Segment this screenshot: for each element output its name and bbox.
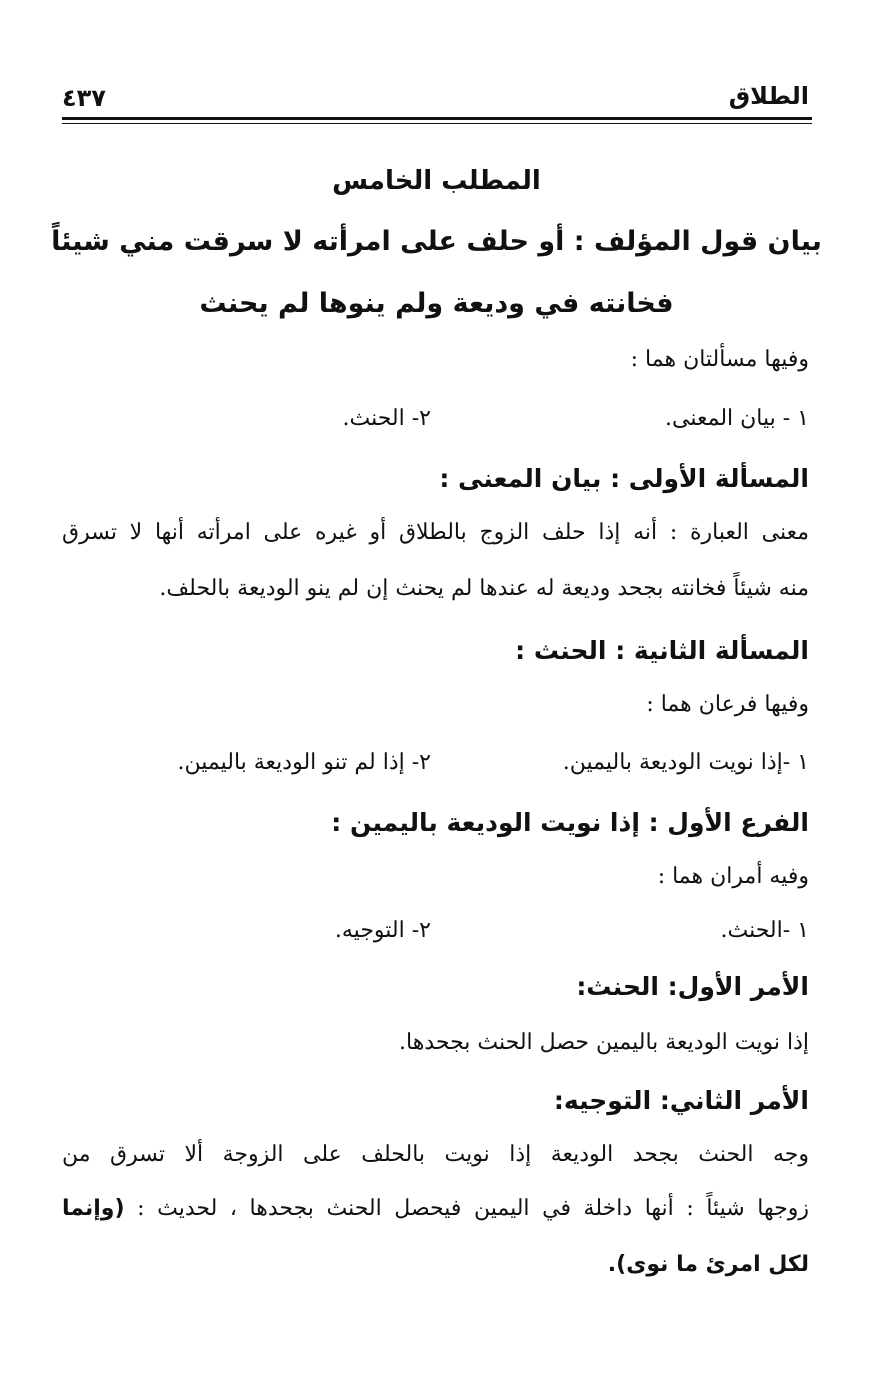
issue-2-item-2: ٢- إذا لم تنو الوديعة باليمين. xyxy=(177,750,431,775)
matter-2-heading: الأمر الثاني: التوجيه: xyxy=(553,1086,809,1115)
issue-2-text: وفيها فرعان هما : xyxy=(646,692,809,717)
hadith-quote-end: لكل امرئ ما نوى). xyxy=(607,1252,809,1277)
intro-item-2: ٢- الحنث. xyxy=(342,406,431,431)
issue-1-paragraph-line-1: معنى العبارة : أنه إذا حلف الزوج بالطلاق أو غيره على امرأته أنها لا تسرق xyxy=(62,520,809,545)
branch-1-heading: الفرع الأول : إذا نويت الوديعة باليمين : xyxy=(331,808,809,837)
matter-2-paragraph-line-1: وجه الحنث بجحد الوديعة إذا نويت بالحلف على الزوجة ألا تسرق من xyxy=(62,1142,809,1167)
intro-item-1: ١ - بيان المعنى. xyxy=(665,406,809,431)
section-title-line-1: بيان قول المؤلف : أو حلف على امرأته لا سرقت مني شيئاً xyxy=(51,226,822,257)
issue-2-item-1: ١ -إذا نويت الوديعة باليمين. xyxy=(562,750,809,775)
issue-1-heading: المسألة الأولى : بيان المعنى : xyxy=(439,464,809,493)
running-title: الطلاق xyxy=(728,82,809,110)
matter-2-line-2-text: زوجها شيئاً : أنها داخلة في اليمين فيحصل الحنث بجحدها ، لحديث : xyxy=(137,1196,809,1221)
issue-2-heading: المسألة الثانية : الحنث : xyxy=(515,636,809,665)
header-rule xyxy=(62,117,812,120)
page-number: ٤٣٧ xyxy=(62,84,106,112)
section-title-line-2: فخانته في وديعة ولم ينوها لم يحنث xyxy=(199,288,674,319)
intro-text: وفيها مسألتان هما : xyxy=(630,347,809,372)
matter-1-text: إذا نويت الوديعة باليمين حصل الحنث بجحدها. xyxy=(399,1030,809,1055)
branch-1-item-2: ٢- التوجيه. xyxy=(334,918,431,943)
section-label: المطلب الخامس xyxy=(332,166,541,196)
matter-1-heading: الأمر الأول: الحنث: xyxy=(576,972,809,1001)
header-rule-thin xyxy=(62,123,812,124)
branch-1-text: وفيه أمران هما : xyxy=(657,864,809,889)
hadith-quote-start: (وإنما xyxy=(62,1196,125,1221)
issue-1-paragraph-line-2: منه شيئاً فخانته بجحد وديعة له عندها لم يحنث إن لم ينو الوديعة بالحلف. xyxy=(159,576,809,601)
matter-2-paragraph-line-2 xyxy=(62,1196,809,1221)
branch-1-item-1: ١ -الحنث. xyxy=(720,918,809,943)
